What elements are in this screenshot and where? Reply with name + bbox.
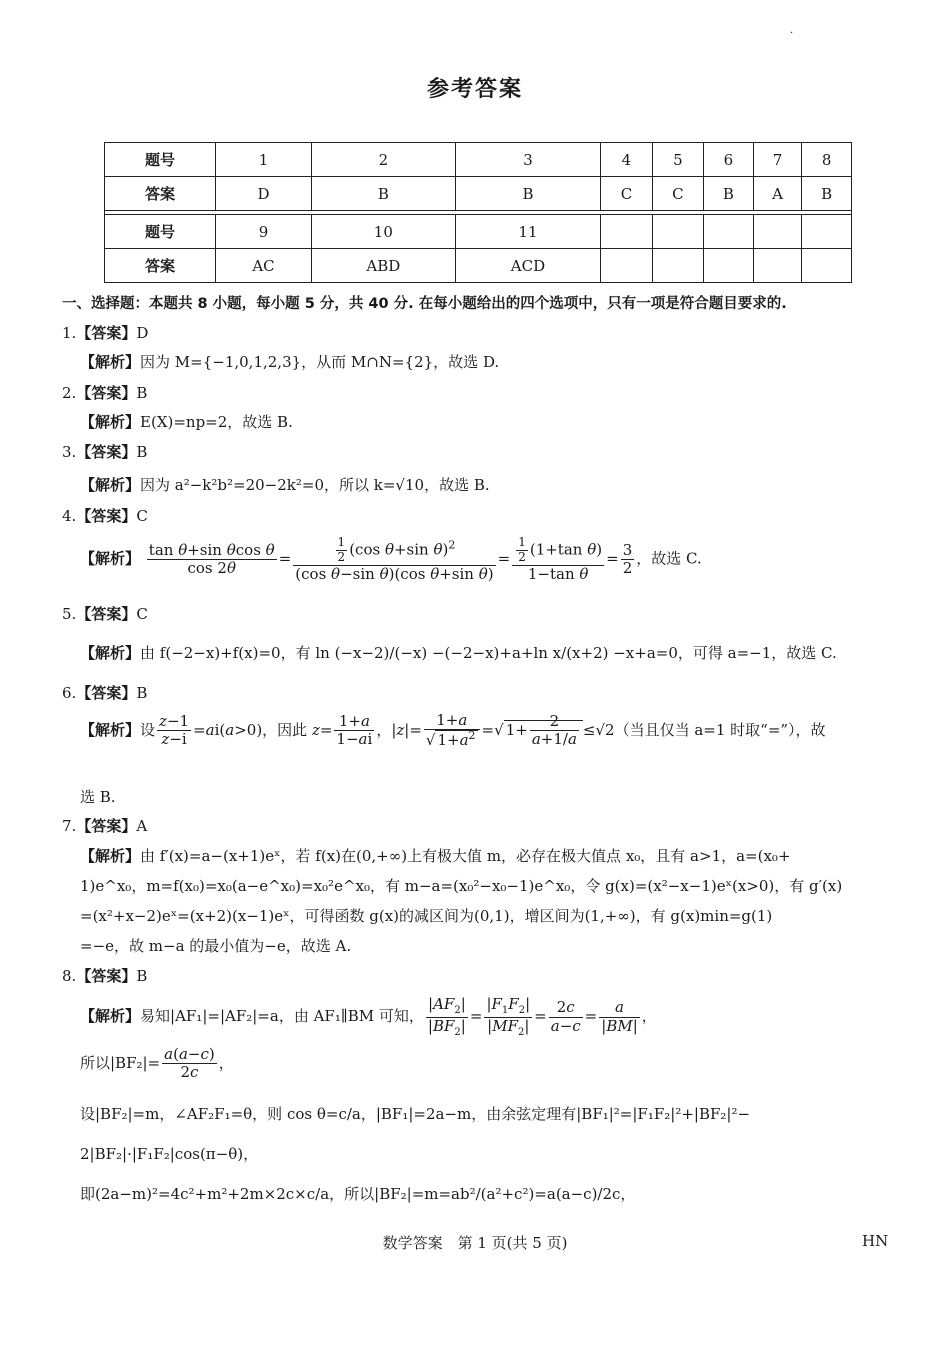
table-row: 答案 D B B C C B A B <box>105 177 852 211</box>
explanation-2: 【解析】E(X)=np=2，故选 B. <box>80 413 293 431</box>
explanation-8-line4: 2|BF₂|·|F₁F₂|cos(π−θ)， <box>80 1145 259 1163</box>
footer-code: HN <box>862 1232 889 1250</box>
explanation-5: 【解析】由 f(−2−x)+f(x)=0，有 ln (−x−2)/(−x) −(−2−x)+a+ln x/(x+2) −x+a=0，可得 a=−1，故选 C. <box>80 644 837 662</box>
explanation-6: 【解析】设 $\frac{z-1}{z-i}$ =ai(a>0)，因此 z= $\frac{1+a}{1-ai}$ ，|z|= $\frac{1+a}{√ 1+a^2}$ =√ 1+ $\frac{2}{a+1/a}$ ≤√2（当且仅当 a=1 时取“=”），故 <box>80 711 826 750</box>
corner-dot: · <box>790 28 794 39</box>
section-heading: 一、选择题：本题共 8 小题，每小题 5 分，共 40 分. 在每小题给出的四个选项中，只有一项是符合题目要求的. <box>62 296 787 312</box>
explanation-8-line2: 所以|BF₂|= $\frac{a(a-c)}{2c}$ ， <box>80 1045 234 1082</box>
page-footer: 数学答案 第 1 页(共 5 页) <box>382 1234 568 1252</box>
answer-7: 7.【答案】A <box>62 817 148 835</box>
table-row: 答案 AC ABD ACD <box>105 249 852 283</box>
explanation-1: 【解析】因为 M={−1,0,1,2,3}，从而 M∩N={2}，故选 D. <box>80 353 500 371</box>
explanation-7: 【解析】由 f′(x)=a−(x+1)eˣ，若 f(x)在(0,+∞)上有极大值 m，必存在极大值点 x₀，且有 a>1，a=(x₀+ <box>80 847 791 865</box>
answer-2: 2.【答案】B <box>62 384 148 402</box>
explanation-7-line3: =(x²+x−2)eˣ=(x+2)(x−1)eˣ，可得函数 g(x)的减区间为(0,1)，增区间为(1,+∞)，有 g(x)min=g(1) <box>80 907 773 925</box>
explanation-3: 【解析】因为 a²−k²b²=20−2k²=0，所以 k=√10，故选 B. <box>80 476 490 494</box>
explanation-8: 【解析】易知|AF₁|=|AF₂|=a，由 AF₁∥BM 可知， $\frac{|AF_2|}{|BF_2|}$ = $\frac{|F_1F_2|}{|MF_2|}$ = $\frac{2c}{a-c}$ = $\frac{a}{|BM|}$ ， <box>80 995 657 1038</box>
explanation-8-line3: 设|BF₂|=m，∠AF₂F₁=θ，则 cos θ=c/a，|BF₁|=2a−m，由余弦定理有|BF₁|²=|F₁F₂|²+|BF₂|²− <box>80 1105 751 1123</box>
answer-3: 3.【答案】B <box>62 443 148 461</box>
explanation-8-line5: 即(2a−m)²=4c²+m²+2m×2c×c/a，所以|BF₂|=m=ab²/(a²+c²)=a(a−c)/2c， <box>80 1185 636 1203</box>
table-row: 题号 9 10 11 <box>105 215 852 249</box>
answer-table <box>104 142 852 283</box>
explanation-4: 【解析】 $\frac{\text{tan θ+sin θcos θ}}{\cos 2\theta}$ = $\frac{1}{2}$ (cos θ+sin θ)$^2$ (cos θ−sin θ)(cos θ+sin θ) = $\frac{1}{2}$ (1+tan θ) 1−tan θ = $\frac{3}{2}$ ，故选 C. <box>80 535 702 583</box>
explanation-7-line4: =−e，故 m−a 的最小值为−e，故选 A. <box>80 937 352 955</box>
answer-4: 4.【答案】C <box>62 507 148 525</box>
page-title: 参考答案 <box>426 77 523 102</box>
explanation-7-line2: 1)e^x₀，m=f(x₀)=x₀(a−e^x₀)=x₀²e^x₀，有 m−a=(x₀²−x₀−1)e^x₀，令 g(x)=(x²−x−1)eˣ(x>0)，有 g′(x) <box>80 877 843 895</box>
answer-5: 5.【答案】C <box>62 605 148 623</box>
answer-6: 6.【答案】B <box>62 684 148 702</box>
answer-8: 8.【答案】B <box>62 967 148 985</box>
table-row: 题号 1 2 3 4 5 6 7 8 <box>105 143 852 177</box>
answer-1: 1.【答案】D <box>62 324 149 342</box>
explanation-6-cont: 选 B. <box>80 788 116 806</box>
